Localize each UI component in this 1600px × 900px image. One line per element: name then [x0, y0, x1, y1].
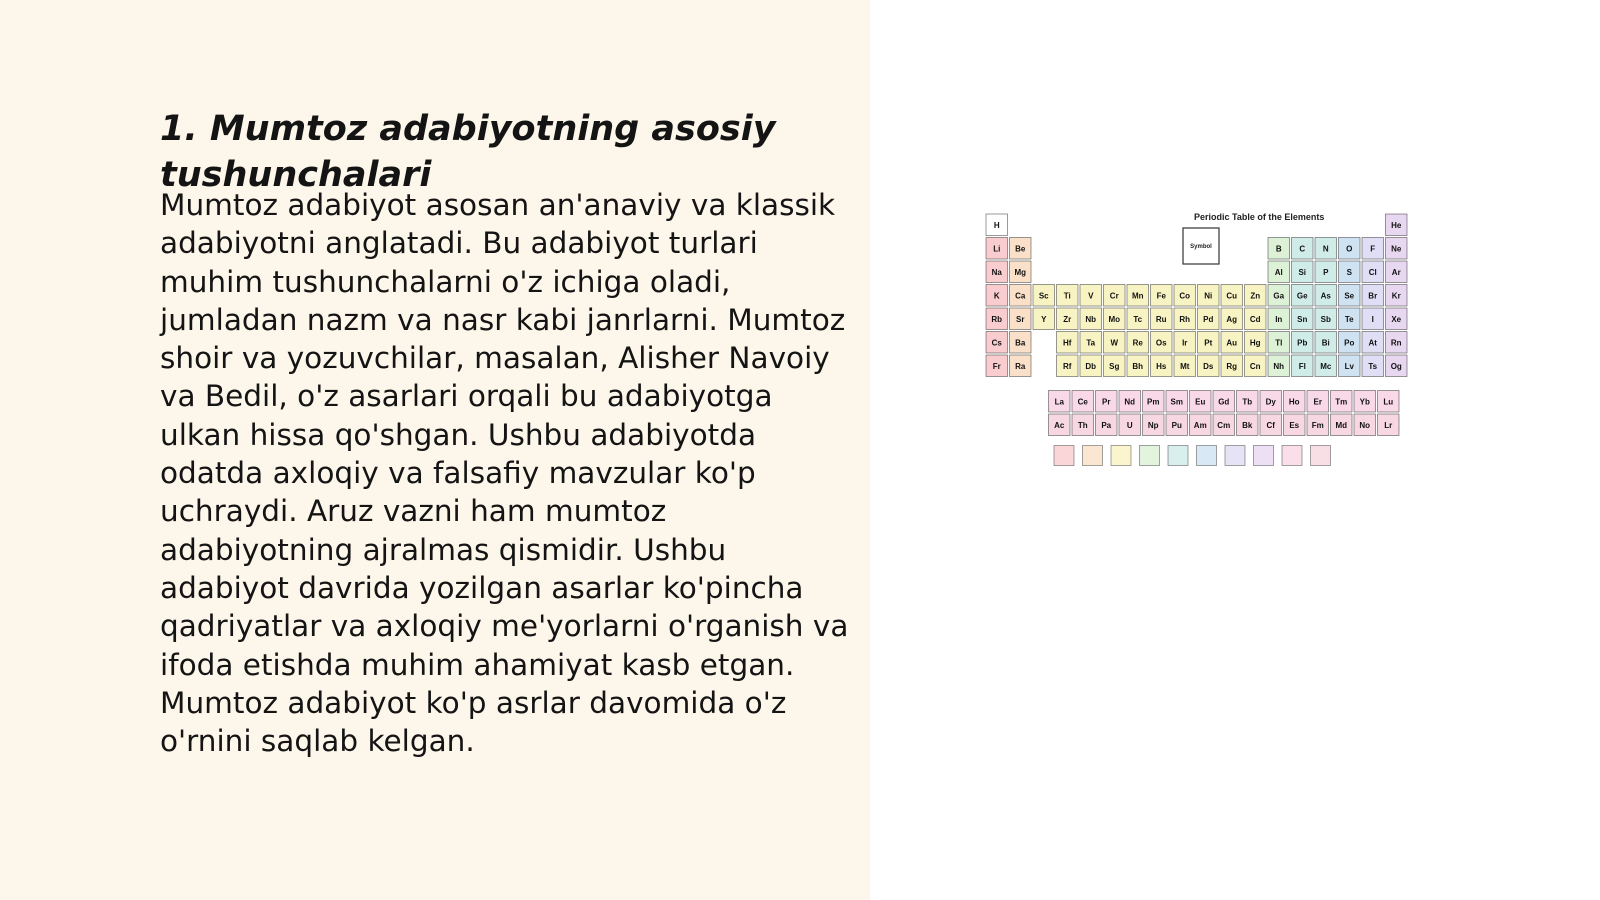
element-symbol: Re — [1132, 338, 1143, 348]
element-symbol: Ba — [1015, 338, 1026, 348]
element-symbol: Cf — [1266, 420, 1275, 430]
element-symbol: Ta — [1086, 338, 1096, 348]
element-symbol: K — [993, 291, 1000, 301]
periodic-table-image — [984, 200, 1414, 480]
element-symbol: As — [1320, 291, 1331, 301]
element-symbol: Lv — [1344, 361, 1354, 371]
element-symbol: Cs — [991, 338, 1002, 348]
element-symbol: Zr — [1063, 314, 1072, 324]
element-symbol: Nb — [1085, 314, 1097, 324]
element-symbol: Pb — [1297, 338, 1308, 348]
element-symbol: Cd — [1249, 314, 1261, 324]
element-symbol: In — [1275, 314, 1283, 324]
element-symbol: Po — [1344, 338, 1355, 348]
element-symbol: Ce — [1077, 397, 1088, 407]
element-symbol: Kr — [1391, 291, 1401, 301]
element-symbol: Sm — [1170, 397, 1183, 407]
element-symbol: Ca — [1015, 291, 1026, 301]
slide-body-text: Mumtoz adabiyot asosan an'anaviy va klassik adabiyotni anglatadi. Bu adabiyot turlari muhim tushunchalarni o'z ichiga oladi, jumladan nazm va nasr kabi janrlarni. Mumtoz shoir va yozuvchilar, masalan, Alisher Navoiy va Bedil, o'z asarlari orqali bu adabiyotga ulkan hissa qo'shgan. Ushbu adabiyotda odatda axloqiy va falsafiy mavzular ko'p uchraydi. Aruz vazni ham mumtoz adabiyotning ajralmas qismidir. Ushbu adabiyot davrida yozilgan asarlar ko'pincha qadriyatlar va axloqiy me'yorlarni o'rganish va ifoda etishda muhim ahamiyat kasb etgan. Mumtoz adabiyot ko'p asrlar davomida o'z o'rnini saqlab kelgan. — [160, 188, 849, 759]
element-symbol: Np — [1147, 420, 1159, 430]
element-symbol: Sb — [1320, 314, 1331, 324]
periodic-table-graphic — [984, 200, 1414, 480]
element-symbol: Lu — [1383, 397, 1394, 407]
element-symbol: N — [1322, 244, 1329, 254]
element-symbol: Pm — [1147, 397, 1160, 407]
element-symbol: Mg — [1014, 267, 1027, 277]
element-symbol: Si — [1298, 267, 1307, 277]
element-symbol: Ar — [1391, 267, 1401, 277]
element-symbol: Cl — [1368, 267, 1377, 277]
element-symbol: Ag — [1226, 314, 1238, 324]
element-symbol: Bk — [1242, 420, 1253, 430]
element-symbol: Mt — [1180, 361, 1190, 371]
legend-swatch — [1197, 446, 1217, 466]
element-symbol: Eu — [1195, 397, 1206, 407]
element-symbol: Au — [1226, 338, 1238, 348]
element-symbol: Na — [991, 267, 1002, 277]
slide-title: 1. Mumtoz adabiyotning asosiy tushunchalari — [160, 109, 776, 195]
element-symbol: Fl — [1298, 361, 1306, 371]
element-symbol: Os — [1155, 338, 1167, 348]
element-symbol: Sn — [1297, 314, 1308, 324]
element-symbol: Cr — [1109, 291, 1119, 301]
element-symbol: Es — [1289, 420, 1300, 430]
element-symbol: La — [1054, 397, 1064, 407]
element-symbol: P — [1323, 267, 1329, 277]
element-symbol: Zn — [1250, 291, 1261, 301]
element-symbol: Al — [1274, 267, 1283, 277]
legend-swatch — [1054, 446, 1074, 466]
element-symbol: Ir — [1182, 338, 1188, 348]
element-symbol: Cu — [1226, 291, 1238, 301]
element-symbol: Nh — [1273, 361, 1285, 371]
element-symbol: Fm — [1311, 420, 1324, 430]
element-symbol: Sg — [1109, 361, 1120, 371]
element-symbol: Ru — [1155, 314, 1167, 324]
element-symbol: Ga — [1273, 291, 1285, 301]
element-symbol: Rb — [991, 314, 1003, 324]
element-symbol: Lr — [1384, 420, 1393, 430]
element-symbol: Be — [1015, 244, 1026, 254]
legend-swatch — [1140, 446, 1160, 466]
element-symbol: Db — [1085, 361, 1097, 371]
element-symbol: Li — [993, 244, 1001, 254]
element-symbol: F — [1370, 244, 1376, 254]
element-symbol: Ti — [1063, 291, 1071, 301]
legend-swatch — [1311, 446, 1331, 466]
element-symbol: Hg — [1249, 338, 1261, 348]
element-symbol: Rn — [1390, 338, 1402, 348]
legend-swatch — [1225, 446, 1245, 466]
element-symbol: Sc — [1038, 291, 1049, 301]
element-symbol: Og — [1390, 361, 1402, 371]
element-symbol: Te — [1344, 314, 1354, 324]
element-symbol: Y — [1041, 314, 1047, 324]
element-symbol: Ts — [1368, 361, 1378, 371]
legend-swatch — [1168, 446, 1188, 466]
element-symbol: Ho — [1288, 397, 1300, 407]
element-symbol: Sr — [1016, 314, 1025, 324]
element-symbol: U — [1126, 420, 1133, 430]
element-symbol: C — [1299, 244, 1306, 254]
element-symbol: I — [1371, 314, 1374, 324]
element-symbol: Pu — [1171, 420, 1182, 430]
element-key-label: Symbol — [1190, 244, 1212, 250]
element-symbol: Tl — [1275, 338, 1283, 348]
legend-swatch — [1111, 446, 1131, 466]
element-symbol: Ni — [1204, 291, 1213, 301]
element-symbol: S — [1346, 267, 1352, 277]
element-symbol: Pt — [1204, 338, 1213, 348]
element-symbol: He — [1391, 220, 1402, 230]
element-symbol: Am — [1193, 420, 1207, 430]
element-symbol: No — [1359, 420, 1371, 430]
legend-swatch — [1282, 446, 1302, 466]
element-symbol: Ne — [1391, 244, 1402, 254]
periodic-table-title: Periodic Table of the Elements — [1194, 212, 1325, 222]
element-symbol: Mc — [1320, 361, 1332, 371]
element-symbol: Rf — [1063, 361, 1072, 371]
element-symbol: Gd — [1218, 397, 1230, 407]
element-symbol: Hs — [1156, 361, 1167, 371]
element-symbol: Pd — [1203, 314, 1214, 324]
element-symbol: W — [1110, 338, 1119, 348]
element-symbol: Tc — [1133, 314, 1143, 324]
element-symbol: H — [993, 220, 1000, 230]
element-symbol: Dy — [1265, 397, 1276, 407]
element-symbol: Th — [1077, 420, 1088, 430]
element-symbol: Fr — [992, 361, 1001, 371]
element-symbol: Se — [1344, 291, 1355, 301]
element-symbol: O — [1346, 244, 1353, 254]
element-symbol: Er — [1313, 397, 1322, 407]
legend-swatch — [1254, 446, 1274, 466]
element-symbol: Pr — [1102, 397, 1111, 407]
element-symbol: Ac — [1054, 420, 1065, 430]
element-symbol: Mo — [1108, 314, 1121, 324]
element-symbol: Pa — [1101, 420, 1112, 430]
element-symbol: Mn — [1131, 291, 1144, 301]
element-symbol: Nd — [1124, 397, 1136, 407]
element-symbol: Hf — [1063, 338, 1072, 348]
element-symbol: V — [1088, 291, 1094, 301]
element-symbol: Ra — [1015, 361, 1026, 371]
element-symbol: Ge — [1296, 291, 1308, 301]
element-symbol: B — [1275, 244, 1282, 254]
legend-swatch — [1083, 446, 1103, 466]
element-symbol: Tb — [1242, 397, 1253, 407]
element-symbol: Ds — [1203, 361, 1214, 371]
element-symbol: Rg — [1226, 361, 1238, 371]
element-symbol: Md — [1335, 420, 1348, 430]
element-symbol: At — [1368, 338, 1377, 348]
element-symbol: Rh — [1179, 314, 1191, 324]
element-symbol: Fe — [1156, 291, 1166, 301]
element-symbol: Co — [1179, 291, 1191, 301]
element-symbol: Bh — [1132, 361, 1144, 371]
element-symbol: Tm — [1335, 397, 1348, 407]
element-symbol: Cm — [1217, 420, 1231, 430]
element-symbol: Bi — [1321, 338, 1330, 348]
element-symbol: Xe — [1391, 314, 1402, 324]
element-symbol: Yb — [1359, 397, 1370, 407]
element-symbol: Br — [1368, 291, 1378, 301]
element-symbol: Cn — [1249, 361, 1261, 371]
